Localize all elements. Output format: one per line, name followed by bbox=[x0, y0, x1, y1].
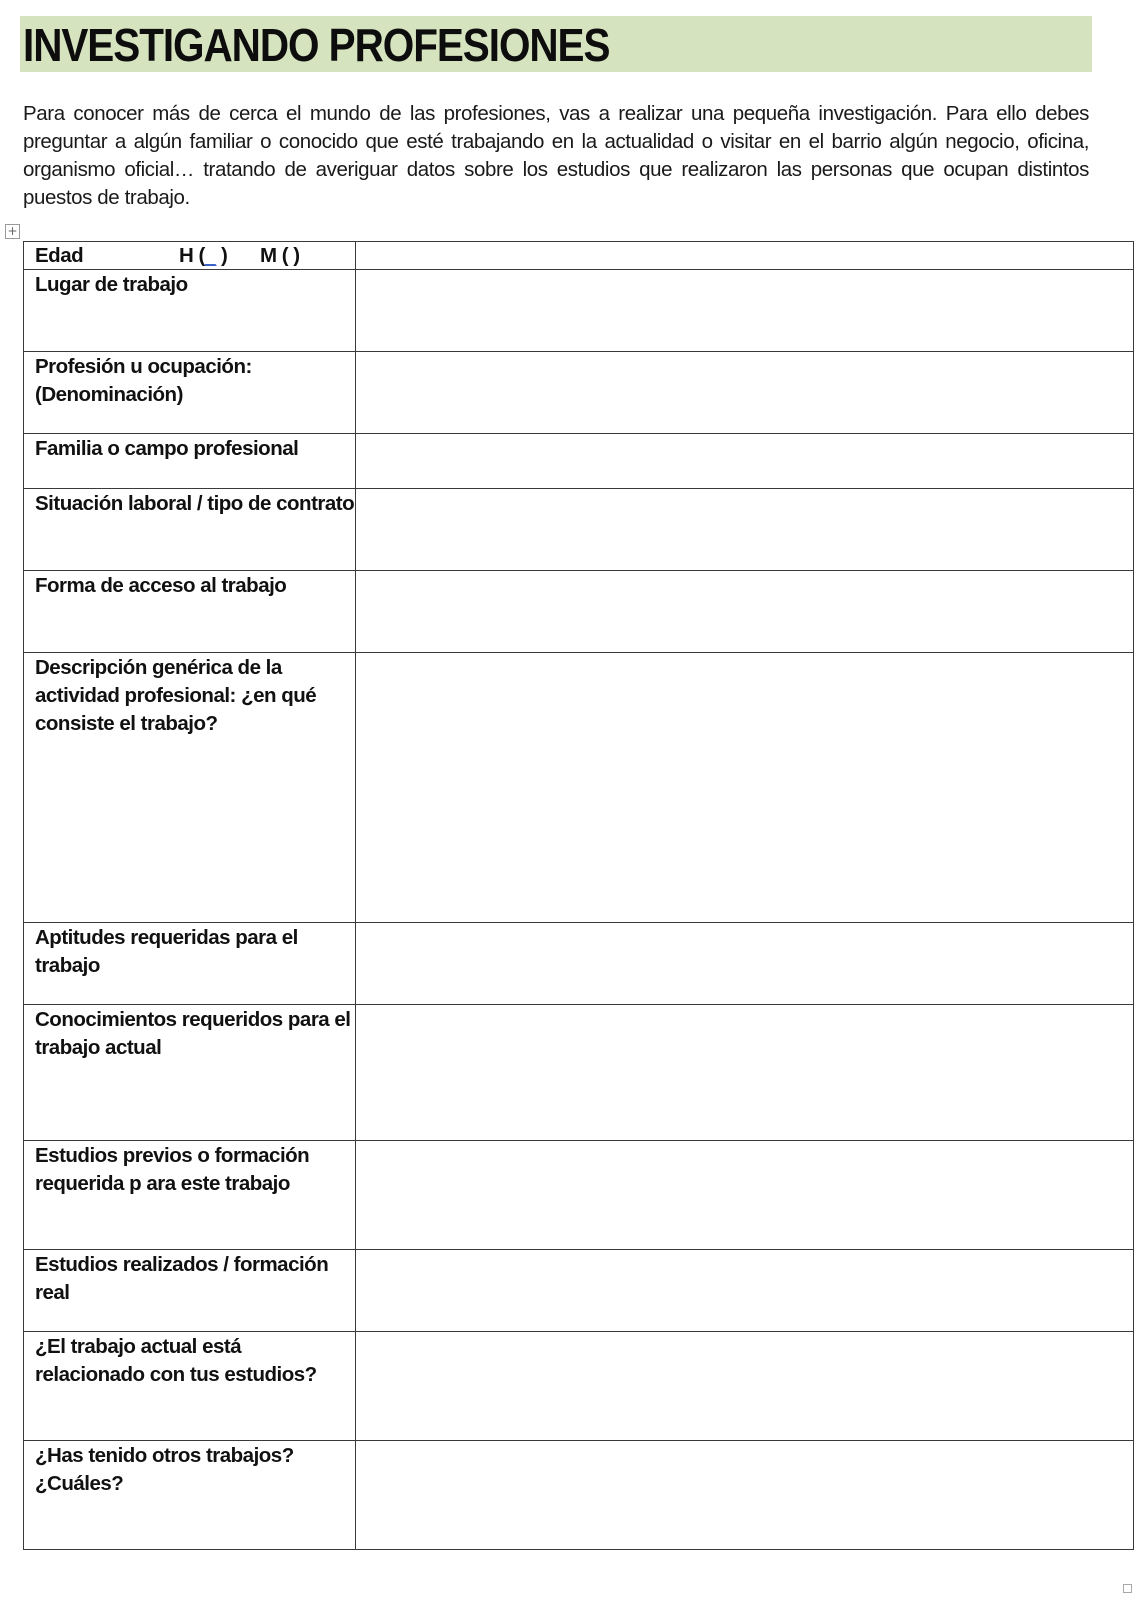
gender-h-prefix: H ( bbox=[179, 244, 205, 267]
table-row bbox=[24, 489, 1134, 571]
move-icon[interactable]: + bbox=[5, 224, 20, 239]
answer-cell[interactable] bbox=[356, 1005, 1134, 1141]
row-label: Estudios previos o formación requerida p ara este trabajo bbox=[24, 1141, 356, 1250]
row-label: Situación laboral / tipo de contrato bbox=[24, 489, 356, 571]
answer-cell[interactable] bbox=[356, 352, 1134, 434]
gender-h-blank: _ bbox=[204, 244, 216, 267]
table-row-age bbox=[24, 242, 1134, 270]
table-row bbox=[24, 1250, 1134, 1332]
table-row bbox=[24, 571, 1134, 653]
table-row bbox=[24, 1441, 1134, 1550]
row-label: Familia o campo profesional bbox=[24, 434, 356, 489]
row-label: ¿Has tenido otros trabajos? ¿Cuáles? bbox=[24, 1441, 356, 1550]
table-row bbox=[24, 352, 1134, 434]
gender-m-option[interactable]: M ( ) bbox=[260, 244, 300, 267]
intro-paragraph: Para conocer más de cerca el mundo de las profesiones, vas a realizar una pequeña investigación. Para ello debes preguntar a algún familiar o conocido que esté trabajando en la actualidad o visitar en el barrio algún negocio, oficina, organismo oficial… tratando de averiguar datos sobre los estudios que realizaron las personas que ocupan distintos puestos de trabajo. bbox=[23, 102, 1089, 209]
age-answer-cell[interactable] bbox=[356, 242, 1134, 270]
table-row bbox=[24, 1141, 1134, 1250]
row-label: Conocimientos requeridos para el trabajo actual bbox=[24, 1005, 356, 1141]
row-label: Profesión u ocupación: (Denominación) bbox=[24, 352, 356, 434]
row-label: ¿El trabajo actual está relacionado con tus estudios? bbox=[24, 1332, 356, 1441]
resize-icon[interactable] bbox=[1123, 1584, 1132, 1593]
table-row bbox=[24, 434, 1134, 489]
answer-cell[interactable] bbox=[356, 1441, 1134, 1550]
gender-h-option[interactable] bbox=[179, 242, 227, 270]
answer-cell[interactable] bbox=[356, 653, 1134, 923]
answer-cell[interactable] bbox=[356, 571, 1134, 653]
row-label: Descripción genérica de la actividad profesional: ¿en qué consiste el trabajo? bbox=[24, 653, 356, 923]
table-row bbox=[24, 653, 1134, 923]
survey-table bbox=[23, 241, 1134, 1550]
table-row bbox=[24, 1005, 1134, 1141]
answer-cell[interactable] bbox=[356, 1250, 1134, 1332]
answer-cell[interactable] bbox=[356, 270, 1134, 352]
row-label: Lugar de trabajo bbox=[24, 270, 356, 352]
row-label: Aptitudes requeridas para el trabajo bbox=[24, 923, 356, 1005]
gender-h-suffix: ) bbox=[220, 244, 228, 267]
row-label: Forma de acceso al trabajo bbox=[24, 571, 356, 653]
answer-cell[interactable] bbox=[356, 489, 1134, 571]
page-title: INVESTIGANDO PROFESIONES bbox=[23, 19, 610, 71]
table-row bbox=[24, 270, 1134, 352]
answer-cell[interactable] bbox=[356, 923, 1134, 1005]
answer-cell[interactable] bbox=[356, 434, 1134, 489]
age-cell bbox=[24, 242, 356, 270]
answer-cell[interactable] bbox=[356, 1332, 1134, 1441]
table-row bbox=[24, 1332, 1134, 1441]
answer-cell[interactable] bbox=[356, 1141, 1134, 1250]
row-label: Estudios realizados / formación real bbox=[24, 1250, 356, 1332]
age-label: Edad bbox=[35, 244, 84, 267]
table-row bbox=[24, 923, 1134, 1005]
